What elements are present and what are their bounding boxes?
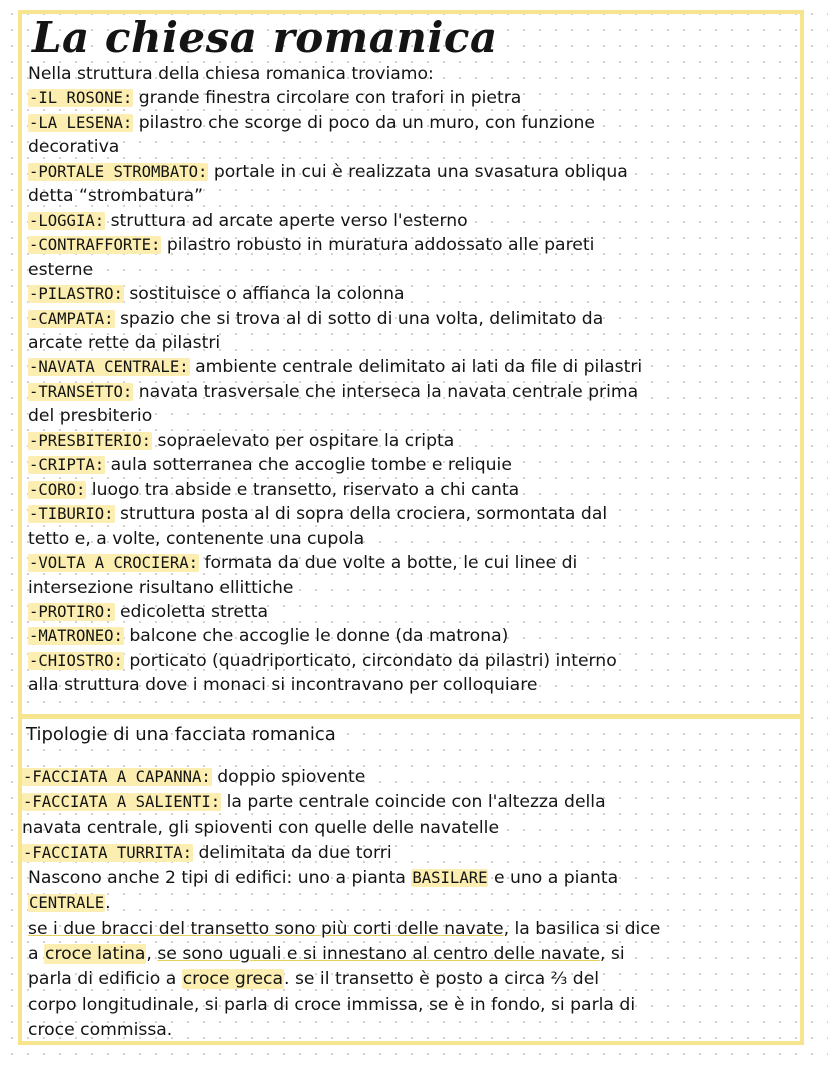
entry-line: [28, 282, 792, 306]
definition-text: delimitata da due torri: [193, 842, 392, 863]
term-label: -TIBURIO:: [29, 505, 114, 524]
entry-line: [28, 160, 792, 184]
entry-line: [28, 600, 792, 624]
definition-text: tetto e, a volte, contenente una cupola: [28, 528, 365, 549]
definition-text: intersezione risultano ellittiche: [28, 577, 294, 598]
entry-line: [28, 551, 792, 575]
edifici-line-1: [22, 866, 792, 891]
term-label: -CRIPTA:: [29, 456, 105, 475]
entry-line: [28, 527, 792, 551]
term-label: -CONTRAFFORTE:: [29, 236, 161, 255]
entry-line: [28, 307, 792, 331]
entry-line: [28, 453, 792, 477]
underlined-segment: se i due bracci del transetto sono più corti delle navate: [28, 918, 504, 939]
entry-line: [28, 111, 792, 135]
highlight-centrale: CENTRALE: [29, 894, 105, 913]
definition-text: edicoletta stretta: [114, 601, 268, 622]
term-label: -VOLTA A CROCIERA:: [29, 554, 198, 573]
highlight-croce-latina: croce latina: [45, 944, 146, 965]
definition-text: arcate rette da pilastri: [28, 332, 221, 353]
entry-line: [28, 380, 792, 404]
entry-line: [28, 649, 792, 673]
croce-line-1: [22, 917, 792, 942]
entry-line: [28, 233, 792, 257]
definition-text: decorativa: [28, 137, 120, 158]
highlight-croce-greca: croce greca: [182, 969, 284, 990]
entry-line: [28, 355, 792, 379]
definition-text: la parte centrale coincide con l'altezza della: [221, 792, 606, 813]
entry-line: [28, 209, 792, 233]
facades-text: [22, 765, 792, 1043]
entry-line: [22, 790, 792, 815]
page-title: La chiesa romanica: [32, 13, 498, 62]
term-label: -LOGGIA:: [29, 211, 105, 230]
definition-text: del presbiterio: [28, 406, 153, 427]
definition-text: portale in cui è realizzata una svasatura obliqua: [208, 161, 628, 182]
definition-text: navata centrale, gli spioventi con quelle delle navatelle: [22, 817, 500, 838]
definition-text: pilastro che scorge di poco da un muro, con funzione: [133, 112, 595, 133]
highlight-basilare: BASILARE: [412, 869, 488, 888]
edifici-line-2: [22, 891, 792, 916]
entry-line: [28, 184, 792, 208]
entry-line: [28, 404, 792, 428]
entry-line: [22, 841, 792, 866]
definition-text: navata trasversale che interseca la navata centrale prima: [133, 381, 639, 402]
definition-text: sopraelevato per ospitare la cripta: [152, 430, 455, 451]
definition-text: ambiente centrale delimitato ai lati da file di pilastri: [189, 357, 643, 378]
text-segment: parla di edificio a: [28, 969, 182, 990]
term-label: -CHIOSTRO:: [29, 651, 123, 670]
definition-text: struttura ad arcate aperte verso l'esterno: [105, 210, 468, 231]
entry-line: [28, 258, 792, 282]
term-label: -PILASTRO:: [29, 285, 123, 304]
term-label: -MATRONEO:: [29, 627, 123, 646]
entry-line: [22, 765, 792, 790]
term-label: -PORTALE STROMBATO:: [29, 162, 208, 181]
definition-text: luogo tra abside e transetto, riservato a chi canta: [86, 479, 520, 500]
definition-text: struttura posta al di sopra della crociera, sormontata dal: [114, 504, 608, 525]
entry-line: [28, 135, 792, 159]
definition-text: pilastro robusto in muratura addossato alle pareti: [161, 235, 595, 256]
term-label: -PROTIRO:: [29, 602, 114, 621]
entry-line: [28, 86, 792, 110]
term-label: -FACCIATA A SALIENTI:: [23, 793, 221, 812]
entry-line: [28, 502, 792, 526]
text-segment: a: [28, 944, 44, 965]
entry-line: [22, 816, 792, 841]
definition-text: porticato (quadriporticato, circondato da pilastri) interno: [123, 650, 617, 671]
term-label: -LA LESENA:: [29, 113, 133, 132]
definition-text: esterne: [28, 259, 94, 280]
entry-line: [28, 429, 792, 453]
text-segment: .: [105, 893, 111, 914]
definition-text: grande finestra circolare con trafori in pietra: [133, 88, 522, 109]
croce-line-3: [22, 967, 792, 992]
definition-text: alla struttura dove i monaci si incontravano per colloquiare: [28, 675, 538, 696]
croce-line-2: [22, 942, 792, 967]
definition-text: spazio che si trova al di sotto di una volta, delimitato da: [114, 308, 604, 329]
croce-line-5: croce commissa.: [28, 1019, 173, 1040]
definition-text: sostituisce o affianca la colonna: [123, 284, 405, 305]
section-subtitle: Tipologie di una facciata romanica: [26, 724, 336, 745]
definition-text: detta “strombatura”: [28, 186, 204, 207]
croce-line-4: corpo longitudinale, si parla di croce immissa, se è in fondo, si parla di: [28, 994, 636, 1015]
definition-text: doppio spiovente: [211, 767, 366, 787]
definitions-list: [28, 62, 792, 698]
term-label: -FACCIATA TURRITA:: [23, 843, 192, 862]
term-label: -CORO:: [29, 480, 86, 499]
text-segment: , si: [599, 944, 625, 965]
entry-line: [28, 624, 792, 648]
definition-text: aula sotterranea che accoglie tombe e reliquie: [105, 455, 512, 476]
entry-line: [28, 576, 792, 600]
underlined-segment: se sono uguali e si innestano al centro delle navate: [157, 944, 600, 965]
term-label: -NAVATA CENTRALE:: [29, 358, 189, 377]
term-label: -TRANSETTO:: [29, 382, 133, 401]
term-label: -CAMPATA:: [29, 309, 114, 328]
definition-text: formata da due volte a botte, le cui linee di: [199, 553, 578, 574]
intro-line: Nella struttura della chiesa romanica troviamo:: [28, 64, 434, 84]
text-segment: e uno a pianta: [488, 868, 619, 889]
entry-line: [28, 673, 792, 697]
entry-line: [28, 478, 792, 502]
facades-list: [22, 765, 792, 866]
term-label: -IL ROSONE:: [29, 89, 133, 108]
text-segment: Nascono anche 2 tipi di edifici: uno a pianta: [28, 868, 412, 889]
text-segment: , la basilica si dice: [503, 918, 661, 939]
definition-text: balcone che accoglie le donne (da matrona): [123, 626, 509, 647]
text-segment: ,: [146, 944, 158, 965]
entry-line: [28, 331, 792, 355]
text-segment: . se il transetto è posto a circa ⅔ del: [284, 969, 600, 990]
term-label: -PRESBITERIO:: [29, 431, 152, 450]
term-label: -FACCIATA A CAPANNA:: [23, 768, 211, 786]
